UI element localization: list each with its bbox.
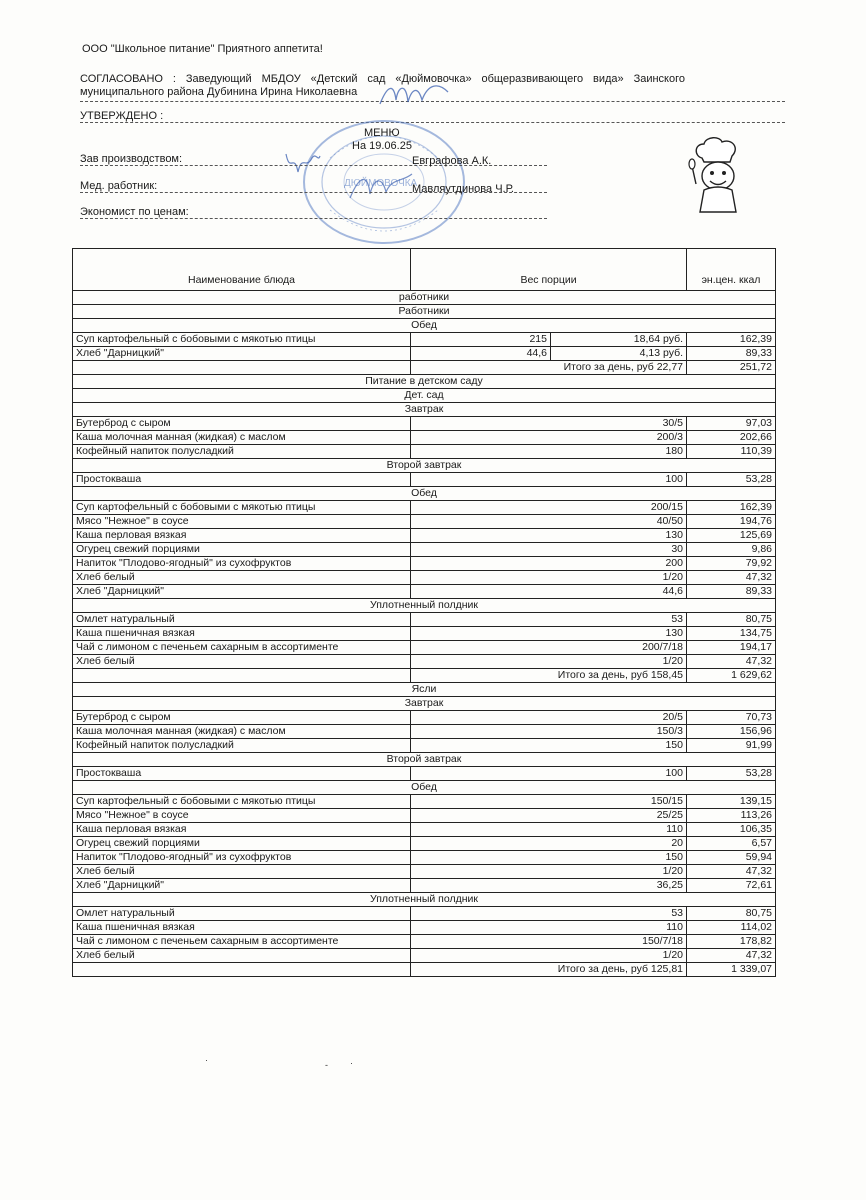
dish-row (73, 515, 776, 529)
dish-row (73, 795, 776, 809)
dish-row (73, 851, 776, 865)
dish-name: Омлет натуральный (73, 613, 411, 627)
dish-kcal: 53,28 (687, 473, 776, 487)
dish-kcal: 125,69 (687, 529, 776, 543)
medical-label: Мед. работник: (80, 180, 158, 192)
dish-name: Напиток "Плодово-ягодный" из сухофруктов (73, 851, 411, 865)
dish-name: Простокваша (73, 767, 411, 781)
section-label: Ясли (73, 683, 776, 697)
dish-row (73, 879, 776, 893)
dish-row (73, 571, 776, 585)
dish-name: Хлеб белый (73, 865, 411, 879)
dish-name: Омлет натуральный (73, 907, 411, 921)
dish-kcal: 91,99 (687, 739, 776, 753)
dish-weight: 44,6 (411, 585, 687, 599)
dish-row (73, 907, 776, 921)
section-label: Завтрак (73, 403, 776, 417)
stamp-text: ДЮЙМОВОЧКА (344, 178, 418, 189)
dish-kcal: 178,82 (687, 935, 776, 949)
section-row (73, 599, 776, 613)
dish-weight: 200 (411, 557, 687, 571)
dish-weight: 20/5 (411, 711, 687, 725)
dish-kcal: 110,39 (687, 445, 776, 459)
dish-name: Бутерброд с сыром (73, 711, 411, 725)
dish-kcal: 194,76 (687, 515, 776, 529)
dish-weight: 1/20 (411, 865, 687, 879)
dish-name: Чай с лимоном с печеньем сахарным в ассортименте (73, 935, 411, 949)
section-row (73, 893, 776, 907)
dish-weight: 30/5 (411, 417, 687, 431)
dish-row (73, 823, 776, 837)
dish-kcal: 9,86 (687, 543, 776, 557)
dish-row (73, 711, 776, 725)
dish-weight: 100 (411, 767, 687, 781)
total-label: Итого за день, руб 125,81 (411, 963, 687, 977)
dish-name: Суп картофельный с бобовыми с мякотью птицы (73, 333, 411, 347)
dish-row (73, 613, 776, 627)
dish-row (73, 837, 776, 851)
dish-row (73, 809, 776, 823)
production-label: Зав производством: (80, 153, 183, 165)
dish-kcal: 72,61 (687, 879, 776, 893)
dish-row (73, 529, 776, 543)
section-row (73, 403, 776, 417)
company-title: ООО "Школьное питание" Приятного аппетита! (82, 43, 323, 55)
dish-weight: 150/7/18 (411, 935, 687, 949)
dish-row (73, 585, 776, 599)
dish-kcal: 79,92 (687, 557, 776, 571)
dish-weight: 25/25 (411, 809, 687, 823)
dish-weight: 1/20 (411, 949, 687, 963)
section-label: Уплотненный полдник (73, 599, 776, 613)
section-label: Работники (73, 305, 776, 319)
dish-kcal: 70,73 (687, 711, 776, 725)
confirmed-label: УТВЕРЖДЕНО : (80, 110, 164, 122)
section-row (73, 305, 776, 319)
section-row (73, 781, 776, 795)
section-label: Питание в детском саду (73, 375, 776, 389)
section-row (73, 487, 776, 501)
dish-weight: 100 (411, 473, 687, 487)
dish-row (73, 921, 776, 935)
dish-name: Хлеб "Дарницкий" (73, 585, 411, 599)
section-label: Обед (73, 781, 776, 795)
section-row (73, 375, 776, 389)
dish-row (73, 347, 776, 361)
dish-name: Напиток "Плодово-ягодный" из сухофруктов (73, 557, 411, 571)
section-label: работники (73, 291, 776, 305)
dish-row (73, 445, 776, 459)
dish-kcal: 6,57 (687, 837, 776, 851)
scan-speck: · (205, 1055, 208, 1065)
dish-kcal: 106,35 (687, 823, 776, 837)
total-row (73, 361, 776, 375)
dish-name: Кофейный напиток полусладкий (73, 445, 411, 459)
total-row (73, 669, 776, 683)
section-label: Уплотненный полдник (73, 893, 776, 907)
dish-weight: 44,6 (411, 347, 551, 361)
dish-row (73, 501, 776, 515)
dish-name: Каша перловая вязкая (73, 529, 411, 543)
total-spacer (73, 669, 411, 683)
scan-speck: · (350, 1058, 353, 1068)
dish-row (73, 739, 776, 753)
economist-line (80, 218, 547, 219)
dish-name: Бутерброд с сыром (73, 417, 411, 431)
dish-weight: 150 (411, 739, 687, 753)
dish-name: Огурец свежий порциями (73, 837, 411, 851)
dish-kcal: 47,32 (687, 655, 776, 669)
total-kcal: 1 339,07 (687, 963, 776, 977)
dish-name: Каша пшеничная вязкая (73, 627, 411, 641)
dish-weight: 1/20 (411, 571, 687, 585)
dish-weight: 36,25 (411, 879, 687, 893)
section-row (73, 697, 776, 711)
dish-kcal: 89,33 (687, 585, 776, 599)
dish-name: Суп картофельный с бобовыми с мякотью птицы (73, 795, 411, 809)
dish-weight: 200/3 (411, 431, 687, 445)
dish-weight: 30 (411, 543, 687, 557)
dish-kcal: 139,15 (687, 795, 776, 809)
dish-name: Хлеб "Дарницкий" (73, 879, 411, 893)
dish-weight: 20 (411, 837, 687, 851)
dish-weight: 110 (411, 921, 687, 935)
dish-weight: 40/50 (411, 515, 687, 529)
dish-kcal: 202,66 (687, 431, 776, 445)
menu-table-body (73, 291, 776, 977)
section-label: Обед (73, 487, 776, 501)
dish-row (73, 627, 776, 641)
section-row (73, 319, 776, 333)
menu-date: На 19.06.25 (352, 140, 412, 152)
dish-kcal: 80,75 (687, 907, 776, 921)
section-label: Дет. сад (73, 389, 776, 403)
table-header-row (73, 249, 776, 291)
dish-kcal: 162,39 (687, 501, 776, 515)
dish-kcal: 134,75 (687, 627, 776, 641)
dish-row (73, 641, 776, 655)
dish-kcal: 53,28 (687, 767, 776, 781)
dish-row (73, 417, 776, 431)
dish-weight: 110 (411, 823, 687, 837)
dish-kcal: 156,96 (687, 725, 776, 739)
dish-name: Хлеб белый (73, 655, 411, 669)
chef-mascot-icon (688, 136, 748, 216)
section-label: Второй завтрак (73, 753, 776, 767)
dish-weight: 53 (411, 613, 687, 627)
signature-mark (378, 80, 450, 110)
dish-weight: 150/3 (411, 725, 687, 739)
dish-name: Мясо "Нежное" в соусе (73, 515, 411, 529)
total-row (73, 963, 776, 977)
dish-price: 18,64 руб. (551, 333, 687, 347)
dish-kcal: 59,94 (687, 851, 776, 865)
dish-kcal: 80,75 (687, 613, 776, 627)
total-kcal: 251,72 (687, 361, 776, 375)
dish-name: Огурец свежий порциями (73, 543, 411, 557)
section-label: Второй завтрак (73, 459, 776, 473)
dish-kcal: 113,26 (687, 809, 776, 823)
dish-kcal: 114,02 (687, 921, 776, 935)
total-label: Итого за день, руб 158,45 (411, 669, 687, 683)
dish-row (73, 725, 776, 739)
dish-weight: 200/15 (411, 501, 687, 515)
dish-row (73, 949, 776, 963)
dish-weight: 53 (411, 907, 687, 921)
dish-kcal: 89,33 (687, 347, 776, 361)
section-label: Завтрак (73, 697, 776, 711)
section-label: Обед (73, 319, 776, 333)
dish-kcal: 47,32 (687, 865, 776, 879)
section-row (73, 291, 776, 305)
dish-kcal: 194,17 (687, 641, 776, 655)
dish-row (73, 655, 776, 669)
section-row (73, 459, 776, 473)
section-row (73, 389, 776, 403)
dish-name: Хлеб "Дарницкий" (73, 347, 411, 361)
production-name: Евграфова А.К. (412, 155, 492, 167)
signature-mark (346, 168, 416, 204)
dish-name: Хлеб белый (73, 949, 411, 963)
dish-weight: 200/7/18 (411, 641, 687, 655)
total-kcal: 1 629,62 (687, 669, 776, 683)
total-spacer (73, 963, 411, 977)
dish-name: Хлеб белый (73, 571, 411, 585)
col-weight-header: Вес порции (411, 249, 687, 291)
dish-row (73, 473, 776, 487)
menu-title: МЕНЮ (364, 127, 400, 139)
dish-row (73, 557, 776, 571)
dish-row (73, 935, 776, 949)
dish-row (73, 543, 776, 557)
col-kcal-header: эн.цен. ккал (687, 249, 776, 291)
dish-kcal: 47,32 (687, 949, 776, 963)
signature-mark (282, 148, 322, 178)
dish-kcal: 162,39 (687, 333, 776, 347)
dish-weight: 215 (411, 333, 551, 347)
dish-weight: 150/15 (411, 795, 687, 809)
dish-name: Каша перловая вязкая (73, 823, 411, 837)
dish-kcal: 97,03 (687, 417, 776, 431)
dish-price: 4,13 руб. (551, 347, 687, 361)
dish-name: Простокваша (73, 473, 411, 487)
dish-row (73, 431, 776, 445)
total-label: Итого за день, руб 22,77 (411, 361, 687, 375)
section-row (73, 683, 776, 697)
dish-weight: 150 (411, 851, 687, 865)
section-row (73, 753, 776, 767)
dish-weight: 130 (411, 529, 687, 543)
dish-kcal: 47,32 (687, 571, 776, 585)
dish-name: Каша молочная манная (жидкая) с маслом (73, 431, 411, 445)
dish-name: Мясо "Нежное" в соусе (73, 809, 411, 823)
col-name-header: Наименование блюда (73, 249, 411, 291)
total-spacer (73, 361, 411, 375)
dish-weight: 130 (411, 627, 687, 641)
menu-table (72, 248, 776, 977)
dish-name: Суп картофельный с бобовыми с мякотью птицы (73, 501, 411, 515)
dish-row (73, 333, 776, 347)
dish-row (73, 767, 776, 781)
medical-name: Мавляутдинова Ч.Р. (412, 183, 514, 195)
economist-label: Экономист по ценам: (80, 206, 189, 218)
dish-row (73, 865, 776, 879)
dish-name: Каша пшеничная вязкая (73, 921, 411, 935)
dish-name: Кофейный напиток полусладкий (73, 739, 411, 753)
scan-speck: - (325, 1060, 328, 1070)
dish-name: Чай с лимоном с печеньем сахарным в ассортименте (73, 641, 411, 655)
dish-weight: 180 (411, 445, 687, 459)
approval-text: СОГЛАСОВАНО : Заведующий МБДОУ «Детский сад «Дюймовочка» общеразвивающего вида» Заинского муниципального района Дубинина Ирина Николаевна (80, 73, 685, 98)
dish-name: Каша молочная манная (жидкая) с маслом (73, 725, 411, 739)
dish-weight: 1/20 (411, 655, 687, 669)
